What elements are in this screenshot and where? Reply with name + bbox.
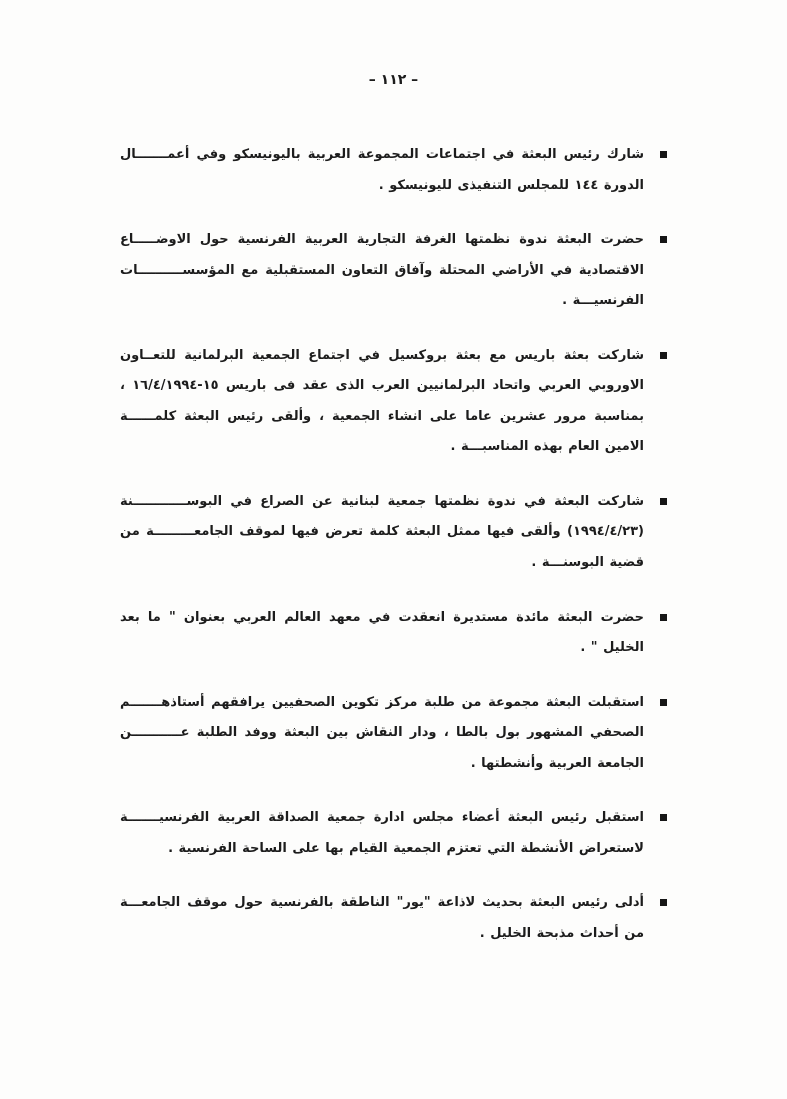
bullet-square-icon — [660, 899, 667, 906]
list-item — [120, 603, 667, 664]
paragraph-text: حضرت البعثة ندوة نظمتها الغرفة التجارية العربية الفرنسية حول الاوضـــــاع الاقتصادية في الأراضي المحتلة وآفاق التعاون المستقبلية مع المؤسســــــــــات الفرنسيـــة . — [120, 232, 644, 309]
paragraph-text: استقبل رئيس البعثة أعضاء مجلس ادارة جمعية الصداقة العربية الفرنسيـــــــة لاستعراض الأنشطة التي تعتزم الجمعية القيام بها على الساحة الفرنسية . — [120, 810, 644, 856]
paragraph-text: استقبلت البعثة مجموعة من طلبة مركز تكوين الصحفيين يرافقهم أستاذهـــــــم الصحفي المشهور بول بالطا ، ودار النقاش بين البعثة ووفد الطلبة عـــــــــــن الجامعة العربية وأنشطتها . — [120, 694, 644, 771]
bullet-square-icon — [660, 498, 667, 505]
bullet-square-icon — [660, 814, 667, 821]
list-item — [120, 225, 667, 317]
bullet-list — [0, 88, 787, 949]
list-item — [120, 487, 667, 579]
bullet-square-icon — [660, 151, 667, 158]
list-item — [120, 140, 667, 201]
paragraph-text: أدلى رئيس البعثة بحديث لاذاعة "يور" الناطقة بالفرنسية حول موقف الجامعـــة من أحداث مذبحة الخليل . — [120, 895, 644, 941]
list-item — [120, 803, 667, 864]
paragraph-text: شارك رئيس البعثة في اجتماعات المجموعة العربية باليونيسكو وفي أعمـــــــال الدورة ١٤٤ للمجلس التنفيذى لليونيسكو . — [120, 147, 644, 193]
paragraph-text: شاركت بعثة باريس مع بعثة بروكسيل في اجتماع الجمعية البرلمانية للتعــاون الاوروبي العربي واتحاد البرلمانيين العرب الذى عقد فى باريس ١٥-١٦/٤/١٩٩٤ ، بمناسبة مرور عشرين عاما على انشاء الجمعية ، وألقى رئيس البعثة كلمــــــة الامين العام بهذه المناسبـــة . — [120, 347, 644, 455]
paragraph-text: حضرت البعثة مائدة مستديرة انعقدت في معهد العالم العربي بعنوان " ما بعد الخليل " . — [120, 609, 644, 656]
bullet-square-icon — [660, 236, 667, 243]
bullet-square-icon — [660, 699, 667, 706]
bullet-square-icon — [660, 614, 667, 621]
list-item — [120, 888, 667, 949]
list-item — [120, 688, 667, 780]
bullet-square-icon — [660, 352, 667, 359]
paragraph-text: شاركت البعثة في ندوة نظمتها جمعية لبنانية عن الصراع في البوســــــــــــنة (١٩٩٤/٤/٢٣) وألقى فيها ممثل البعثة كلمة تعرض فيها لموقف الجامعـــــــــة من قضية البوسنـــة . — [120, 493, 644, 571]
page-number: – ١١٢ – — [368, 72, 419, 88]
list-item — [120, 341, 667, 463]
